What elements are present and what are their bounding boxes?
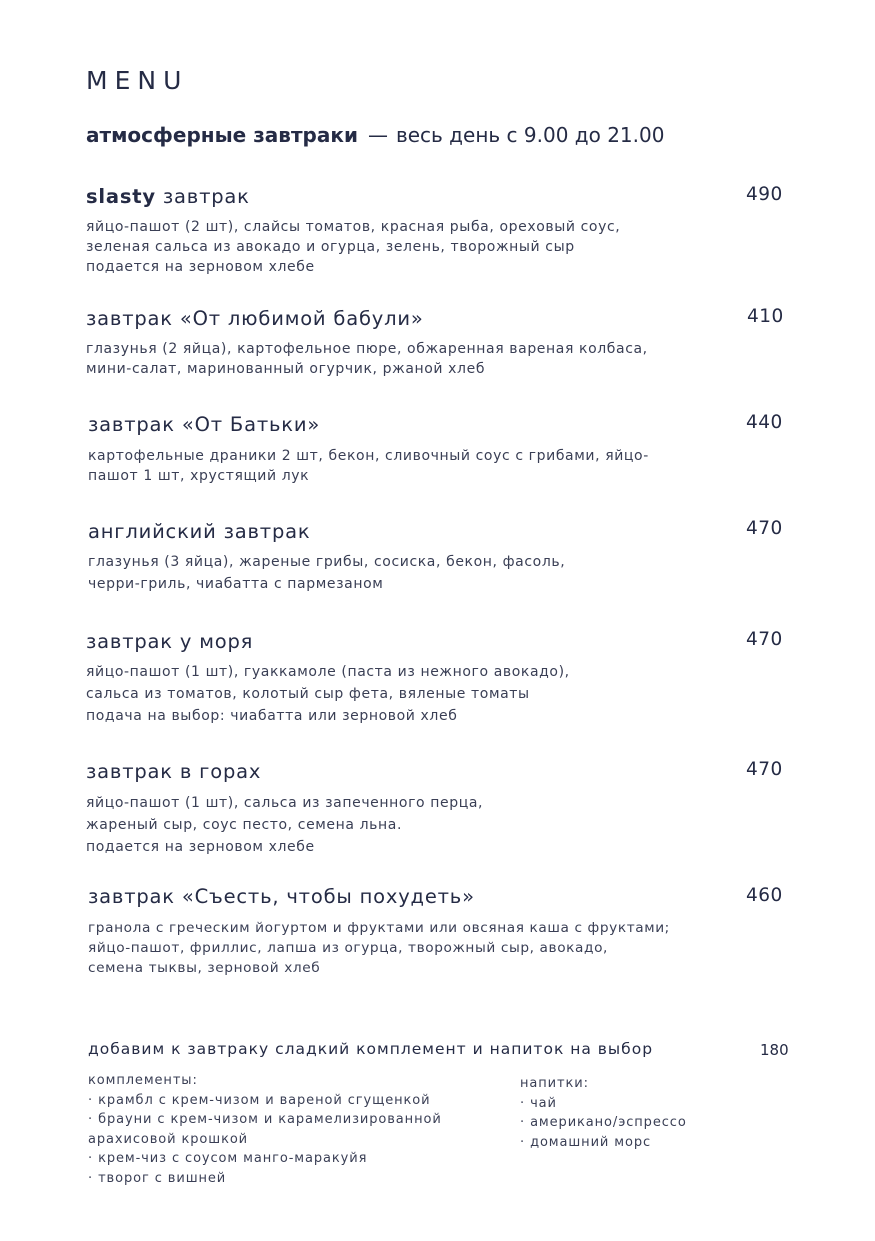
menu-item-description — [86, 661, 570, 727]
list-item: · крамбл с крем-чизом и вареной сгущенкой — [88, 1092, 431, 1108]
drinks-label: напитки: — [520, 1076, 589, 1091]
menu-item-price: 410 — [747, 306, 784, 327]
description-line: гранола с греческим йогуртом и фруктами или овсяная каша с фруктами; — [88, 920, 670, 936]
description-line: семена тыквы, зерновой хлеб — [88, 960, 321, 976]
menu-title: MENU — [86, 66, 189, 95]
complements-list — [88, 1071, 442, 1189]
description-line: глазунья (3 яйца), жареные грибы, сосиска, бекон, фасоль, — [88, 554, 566, 570]
addon-title: добавим к завтраку сладкий комплемент и напиток на выбор — [88, 1040, 654, 1058]
list-item: · крем-чиз с соусом манго-маракуйя — [88, 1151, 368, 1167]
list-item: · чай — [520, 1095, 557, 1111]
description-line: глазунья (2 яйца), картофельное пюре, обжаренная вареная колбаса, — [86, 341, 648, 357]
menu-item-price: 470 — [746, 759, 783, 780]
menu-item-name: завтрак в горах — [86, 760, 262, 783]
section-name: атмосферные завтраки — [86, 123, 358, 147]
menu-item-description — [86, 339, 648, 379]
list-item: · брауни с крем-чизом и карамелизированной — [88, 1112, 442, 1128]
description-line: зеленая сальса из авокадо и огурца, зелень, творожный сыр — [86, 239, 575, 255]
menu-item-name: завтрак у моря — [86, 630, 254, 653]
item-name-rest: завтрак — [155, 185, 250, 208]
description-line: подается на зерновом хлебе — [86, 259, 315, 275]
menu-item-description — [88, 551, 565, 595]
list-item: арахисовой крошкой — [88, 1131, 249, 1147]
description-line: картофельные драники 2 шт, бекон, сливочный соус с грибами, яйцо- — [88, 448, 649, 464]
section-header — [86, 123, 664, 147]
menu-item-description — [88, 446, 649, 486]
menu-item-price: 470 — [746, 629, 783, 650]
description-line: мини-салат, маринованный огурчик, ржаной хлеб — [86, 361, 486, 377]
description-line: жареный сыр, соус песто, семена льна. — [86, 817, 403, 833]
description-line: подача на выбор: чиабатта или зерновой хлеб — [86, 708, 458, 724]
menu-item-name: завтрак «Съесть, чтобы похудеть» — [88, 885, 475, 908]
menu-item-price: 470 — [746, 518, 783, 539]
menu-item-description — [86, 792, 483, 858]
description-line: яйцо-пашот (1 шт), гуаккамоле (паста из нежного авокадо), — [86, 664, 570, 680]
menu-item-price: 460 — [746, 885, 783, 906]
item-name-brand: slasty — [86, 185, 156, 208]
list-item: · творог с вишней — [88, 1170, 227, 1186]
description-line: подается на зерновом хлебе — [86, 839, 315, 855]
menu-item-description — [86, 217, 620, 277]
description-line: пашот 1 шт, хрустящий лук — [88, 468, 310, 484]
complements-label: комплементы: — [88, 1073, 198, 1088]
list-item: · американо/эспрессо — [520, 1115, 687, 1131]
description-line: яйцо-пашот (1 шт), сальса из запеченного перца, — [86, 795, 484, 811]
description-line: сальса из томатов, колотый сыр фета, вяленые томаты — [86, 686, 530, 702]
section-hours: весь день с 9.00 до 21.00 — [395, 123, 665, 147]
menu-item-name: завтрак «От Батьки» — [88, 413, 321, 436]
section-separator: — — [367, 123, 388, 147]
menu-item-description — [88, 918, 670, 978]
drinks-list — [520, 1074, 687, 1152]
menu-item-name: английский завтрак — [88, 520, 311, 543]
description-line: черри-гриль, чиабатта с пармезаном — [88, 576, 384, 592]
menu-item-price: 440 — [746, 412, 783, 433]
addon-price: 180 — [760, 1041, 789, 1059]
menu-item-name — [86, 185, 250, 208]
menu-item-name: завтрак «От любимой бабули» — [86, 307, 424, 330]
menu-item-price: 490 — [746, 184, 783, 205]
description-line: яйцо-пашот, фриллис, лапша из огурца, творожный сыр, авокадо, — [88, 940, 609, 956]
description-line: яйцо-пашот (2 шт), слайсы томатов, красная рыба, ореховый соус, — [86, 219, 621, 235]
list-item: · домашний морс — [520, 1134, 652, 1150]
